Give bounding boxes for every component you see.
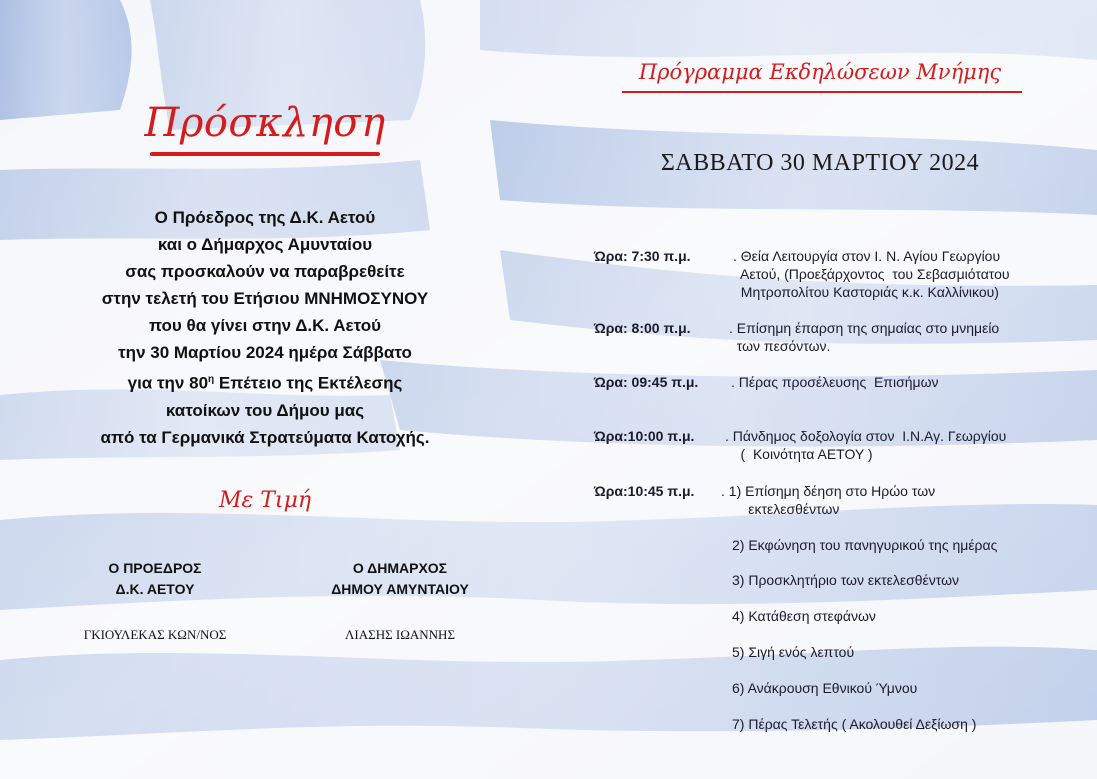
event-time: Ώρα:10:45 π.μ. [594, 483, 695, 499]
program-title: Πρόγραμμα Εκδηλώσεων Μνήμης [638, 60, 1002, 84]
program-title-underline [622, 91, 1022, 93]
ceremony-item: 5) Σιγή ενός λεπτού [732, 644, 855, 660]
signature-name-mayor: ΛΙΑΣΗΣ ΙΩΑΝΝΗΣ [344, 627, 456, 642]
signature-title: Ο ΔΗΜΑΡΧΟΣ [352, 560, 448, 576]
event-description: . 1) Επίσημη δέηση στο Ηρώο των εκτελεσθέντων [721, 483, 936, 517]
signature-subtitle: ΔΗΜΟΥ ΑΜΥΝΤΑΙΟΥ [331, 581, 469, 597]
invitation-line: από τα Γερμανικά Στρατεύματα Κατοχής. [100, 427, 430, 447]
anniversary-superscript: η [208, 374, 215, 385]
event-time: Ώρα:10:00 π.μ. [594, 428, 695, 444]
invitation-line-anniversary [40, 366, 490, 397]
signature-subtitle: Δ.Κ. ΑΕΤΟΥ [115, 581, 195, 597]
invitation-line: κατοίκων του Δήμου μας [165, 400, 365, 420]
event-time: Ώρα: 8:00 π.μ. [594, 320, 691, 336]
ceremony-item: 3) Προσκλητήριο των εκτελεσθέντων [732, 572, 960, 588]
invitation-line: την 30 Μαρτίου 2024 ημέρα Σάββατο [118, 343, 412, 362]
anniversary-text-before: για την 80 [127, 373, 209, 393]
ceremony-item: 2) Εκφώνηση του πανηγυρικού της ημέρας [732, 537, 998, 553]
anniversary-text-after: Επέτειο της Εκτέλεσης [214, 373, 403, 393]
signature-president [70, 558, 240, 600]
invitation-line: Ο Πρόεδρος της Δ.Κ. Αετού [154, 208, 376, 227]
event-description: . Θεία Λειτουργία στον Ι. Ν. Αγίου Γεωργίου Αετού, (Προεξάρχοντος του Σεβασμιότατου Μητροπολίτου Καστοριάς κ.κ. Καλλίνικου) [733, 248, 1010, 300]
event-time: Ώρα: 7:30 π.μ. [594, 248, 691, 264]
signature-mayor [300, 558, 500, 600]
ceremony-item: 4) Κατάθεση στεφάνων [732, 608, 876, 624]
invitation-title-underline [150, 152, 380, 156]
signature-title: Ο ΠΡΟΕΔΡΟΣ [108, 560, 202, 576]
invitation-text [40, 204, 490, 451]
invitation-line: και ο Δήμαρχος Αμυνταίου [157, 235, 373, 254]
invitation-line: σας προσκαλούν να παραβρεθείτε [125, 262, 405, 281]
honor-closing: Με Τιμή [218, 488, 312, 513]
event-description: . Πέρας προσέλευσης Επισήμων [731, 374, 939, 390]
ceremony-item: 7) Πέρας Τελετής ( Ακολουθεί Δεξίωση ) [732, 716, 977, 732]
invitation-title: Πρόσκληση [144, 100, 386, 146]
ceremony-item: 6) Ανάκρουση Εθνικού Ύμνου [732, 680, 918, 696]
signature-name-president: ΓΚΙΟΥΛΕΚΑΣ ΚΩΝ/ΝΟΣ [83, 627, 227, 642]
event-description: . Επίσημη έπαρση της σημαίας στο μνημείο των πεσόντων. [729, 320, 1000, 354]
invitation-line: που θα γίνει στην Δ.Κ. Αετού [149, 316, 381, 335]
program-date: ΣΑΒΒΑΤΟ 30 ΜΑΡΤΙΟΥ 2024 [660, 150, 980, 176]
event-description: . Πάνδημος δοξολογία στον Ι.Ν.Αγ. Γεωργίου ( Κοινότητα ΑΕΤΟΥ ) [725, 428, 1007, 462]
event-time: Ώρα: 09:45 π.μ. [594, 374, 699, 390]
invitation-line: στην τελετή του Ετήσιου ΜΝΗΜΟΣΥΝΟΥ [101, 289, 429, 308]
